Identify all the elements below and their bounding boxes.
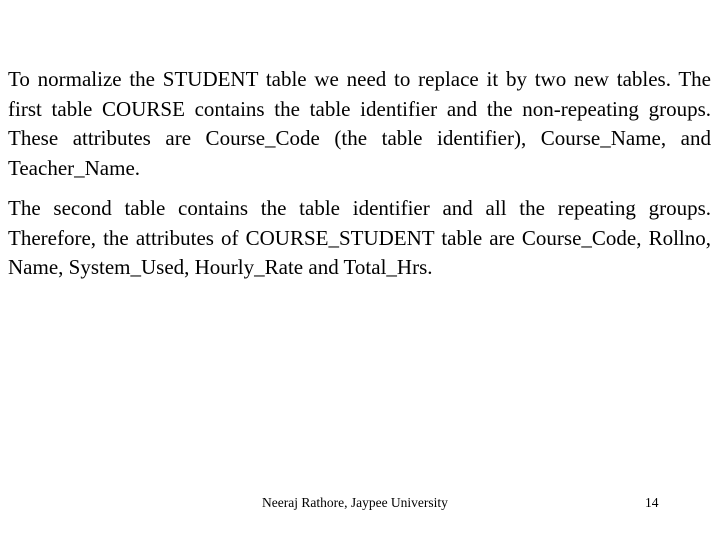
paragraph-normalization-intro: To normalize the STUDENT table we need to replace it by two new tables. The first table COURSE contains the table identifier and the non-repeating groups. These attributes are Course_Code (the table identifier), Course_Name, and Teacher_Name. <box>8 67 711 180</box>
paragraph-second-table: The second table contains the table identifier and all the repeating groups. Therefore, the attributes of COURSE_STUDENT table are Course_Code, Rollno, Name, System_Used, Hourly_Rate and Total_Hrs. <box>8 196 711 279</box>
footer-author: Neeraj Rathore, Jaypee University <box>262 495 448 510</box>
page-number: 14 <box>645 495 659 510</box>
